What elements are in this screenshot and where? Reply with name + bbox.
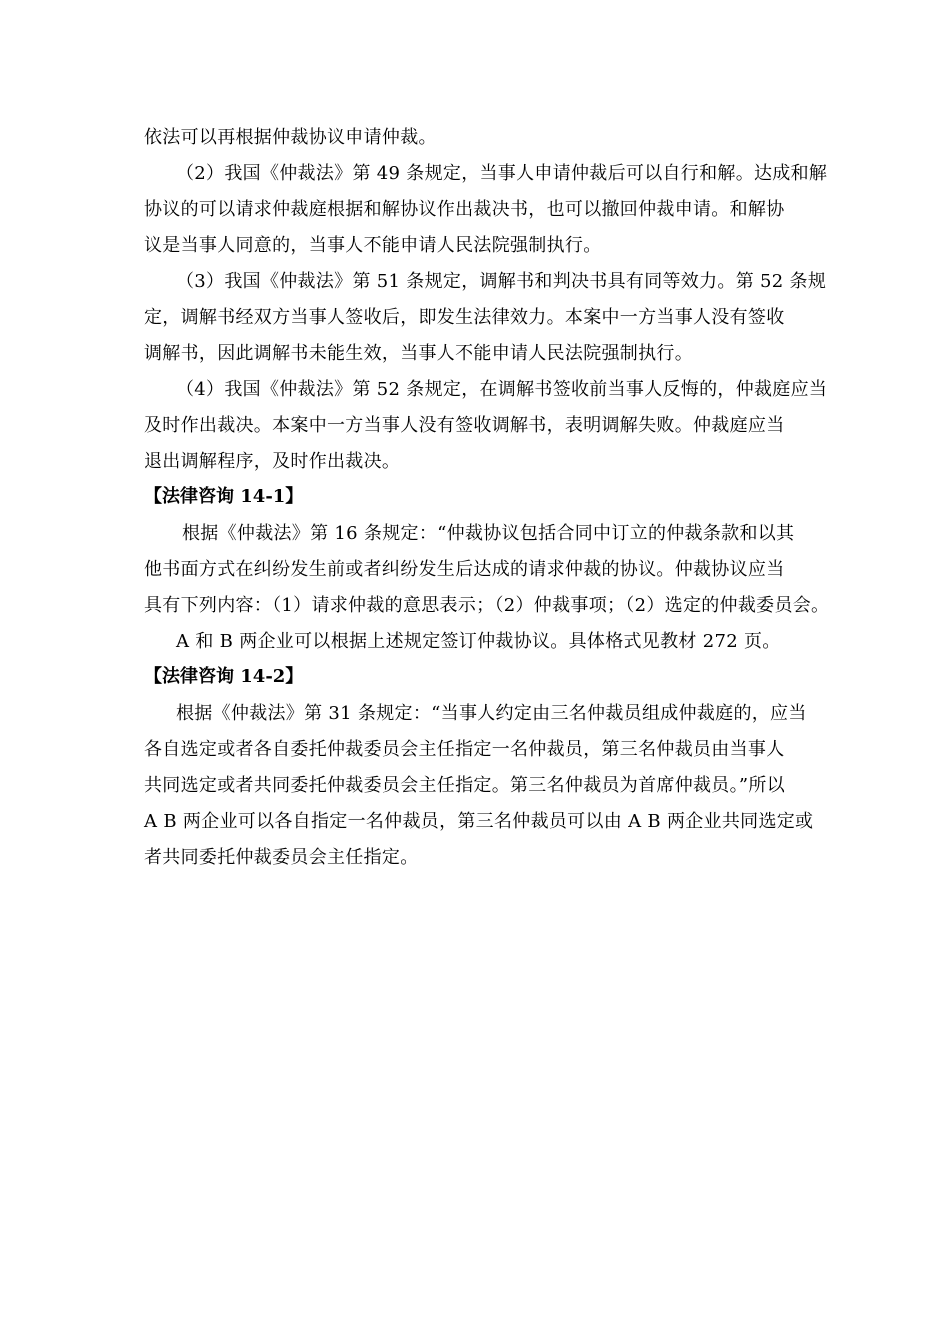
text-line: 根据《仲裁法》第 16 条规定：“仲裁协议包括合同中订立的仲裁条款和以其 bbox=[182, 523, 795, 544]
text-line: 调解书，因此调解书未能生效，当事人不能申请人民法院强制执行。 bbox=[144, 343, 693, 364]
paragraph-point-3 bbox=[144, 264, 827, 372]
text-line: 他书面方式在纠纷发生前或者纠纷发生后达成的请求仲裁的协议。仲裁协议应当 bbox=[144, 559, 785, 580]
text-line: 协议的可以请求仲裁庭根据和解协议作出裁决书，也可以撤回仲裁申请。和解协 bbox=[144, 199, 785, 220]
paragraph-point-2 bbox=[144, 156, 828, 264]
text-line: A 和 B 两企业可以根据上述规定签订仲裁协议。具体格式见教材 272 页。 bbox=[176, 631, 781, 652]
section-heading-14-1: 【法律咨询 14-1】 bbox=[144, 486, 304, 507]
paragraph-consult-14-1 bbox=[144, 516, 830, 624]
text-line: A B 两企业可以各自指定一名仲裁员，第三名仲裁员可以由 A B 两企业共同选定或 bbox=[144, 811, 814, 832]
text-line: 议是当事人同意的，当事人不能申请人民法院强制执行。 bbox=[144, 235, 602, 256]
text-line: （4）我国《仲裁法》第 52 条规定，在调解书签收前当事人反悔的，仲裁庭应当 bbox=[176, 379, 828, 400]
text-line: 共同选定或者共同委托仲裁委员会主任指定。第三名仲裁员为首席仲裁员。”所以 bbox=[144, 775, 785, 796]
text-line: 及时作出裁决。本案中一方当事人没有签收调解书，表明调解失败。仲裁庭应当 bbox=[144, 415, 785, 436]
text-line: （2）我国《仲裁法》第 49 条规定，当事人申请仲裁后可以自行和解。达成和解 bbox=[176, 163, 828, 184]
text-line: 者共同委托仲裁委员会主任指定。 bbox=[144, 847, 419, 868]
paragraph-consult-14-1-conclusion bbox=[144, 624, 824, 660]
text-line: 依法可以再根据仲裁协议申请仲裁。 bbox=[144, 127, 437, 148]
text-line: 定，调解书经双方当事人签收后，即发生法律效力。本案中一方当事人没有签收 bbox=[144, 307, 785, 328]
section-heading-14-2: 【法律咨询 14-2】 bbox=[144, 666, 304, 687]
text-line: 根据《仲裁法》第 31 条规定：“当事人约定由三名仲裁员组成仲裁庭的，应当 bbox=[176, 703, 807, 724]
text-line: （3）我国《仲裁法》第 51 条规定，调解书和判决书具有同等效力。第 52 条规 bbox=[176, 271, 827, 292]
text-line: 具有下列内容：（1）请求仲裁的意思表示；（2）仲裁事项；（2）选定的仲裁委员会。 bbox=[144, 595, 830, 616]
paragraph-point-4 bbox=[144, 372, 828, 480]
document-body bbox=[144, 120, 830, 876]
text-line: 各自选定或者各自委托仲裁委员会主任指定一名仲裁员，第三名仲裁员由当事人 bbox=[144, 739, 785, 760]
paragraph-continuation bbox=[144, 120, 824, 156]
paragraph-consult-14-2 bbox=[144, 696, 824, 876]
text-line: 退出调解程序，及时作出裁决。 bbox=[144, 451, 401, 472]
